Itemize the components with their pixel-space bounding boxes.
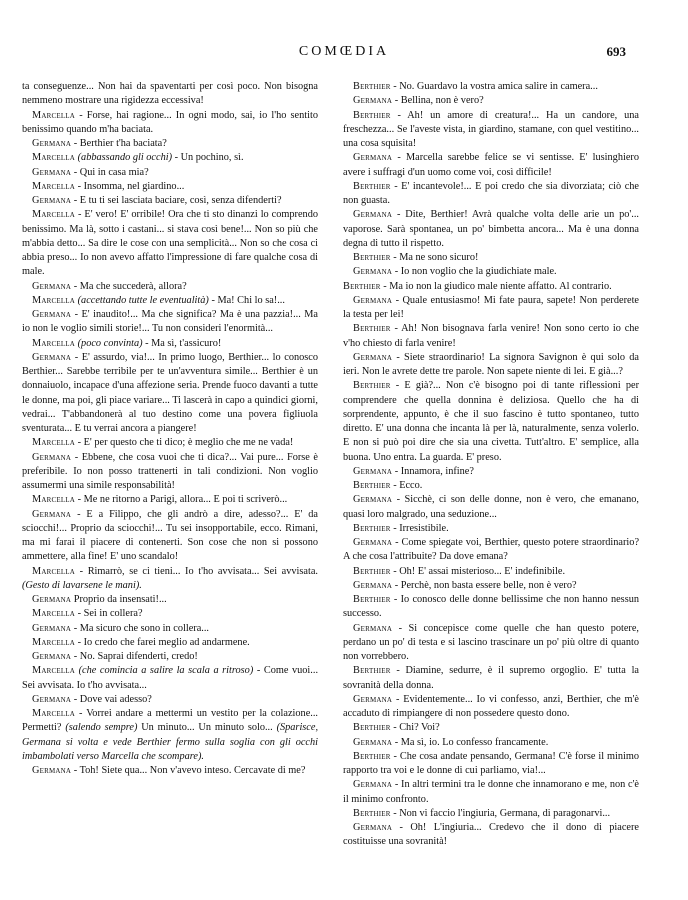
- dialogue-line: [343, 280, 639, 294]
- dialogue-line: [343, 664, 639, 693]
- dialogue-line: [22, 166, 318, 180]
- speaker-name: Marcella: [32, 294, 76, 306]
- line-text: Proprio da insensati!...: [73, 594, 167, 605]
- speaker-name: Berthier: [353, 565, 391, 577]
- speaker-name: Germana: [32, 651, 72, 662]
- dialogue-line: [22, 294, 318, 308]
- line-text: - Perchè, non basta essere belle, non è vero?: [394, 579, 577, 591]
- line-text: - Irresistibile.: [393, 522, 449, 534]
- dialogue-line: [343, 821, 639, 850]
- page-header: [0, 44, 688, 64]
- dialogue-line: [22, 607, 318, 621]
- line-text: - Ma io non la giudico male niente affatto. Al contrario.: [383, 280, 612, 292]
- line-text: - Dove vai adesso?: [73, 693, 152, 705]
- speaker-name: Berthier: [353, 665, 391, 677]
- journal-title: COMŒDIA: [298, 44, 390, 59]
- speaker-name: Germana: [32, 693, 72, 705]
- speaker-name: Germana: [353, 494, 393, 506]
- speaker-name: Berthier: [353, 480, 391, 491]
- speaker-name: Germana: [353, 95, 393, 107]
- dialogue-line: [22, 636, 318, 650]
- line-text: - Io non voglio che la giudichiate male.: [394, 266, 557, 278]
- line-text: - Si concepisce come quelle che han questo potere, perdano un po' di testa e si lascino trascinare un po' più oltre di quanto non vorrebbero.: [343, 622, 640, 662]
- dialogue-line: [343, 522, 639, 536]
- stage-direction: (Sparisce, Germana si volta e vede Berthier fermo sulla soglia con gli occhi imbambolati verso Marcella che scompare).: [22, 722, 319, 762]
- line-text: - In altri termini tra le donne che innamorano e me, non c'è il minimo confronto.: [343, 779, 640, 805]
- speaker-name: Marcella: [32, 180, 76, 192]
- dialogue-line: [343, 736, 639, 750]
- dialogue-line: [343, 251, 639, 265]
- line-text: - E' assurdo, via!... In primo luogo, Berthier... lo conosco Berthier... Sarebbe terribile per te un'avventura simile... Berthier è un donnaiuolo, incapace d'una affezione seria. Prende fuoco davanti a tutte le donne, ma poi, gli piace variare... Ti lascerà in capo a quindici giorni, vedrai... T'abbandonerà al tuo destino come una povera figliuola sventurata... E tu verrai ancora a piangere!: [22, 351, 319, 434]
- dialogue-line: [22, 194, 318, 208]
- line-text: - Forse, hai ragione... In ogni modo, sai, io l'ho sentito benissimo quando m'ha baciata.: [22, 109, 318, 135]
- speaker-name: Berthier: [353, 722, 391, 734]
- line-text: - Oh! E' assai misterioso... E' indefinibile.: [393, 565, 566, 577]
- line-text: - Me ne ritorno a Parigi, allora... E poi ti scriverò...: [77, 494, 288, 506]
- speaker-name: Berthier: [353, 252, 391, 263]
- line-text: - Che cosa andate pensando, Germana! C'è forse il minimo rapporto tra voi e le donne di cui parliamo, via!...: [343, 750, 639, 776]
- stage-direction: (accettando tutte le eventualità): [77, 294, 209, 306]
- line-text: - Ah! Non bisognava farla venire! Non sono certo io che v'ho chiesto di farla venire!: [343, 323, 640, 349]
- speaker-name: Germana: [353, 266, 393, 278]
- dialogue-line: [343, 294, 639, 323]
- dialogue-line: [22, 693, 318, 707]
- speaker-name: Germana: [353, 579, 393, 591]
- dialogue-line: [343, 80, 639, 94]
- dialogue-line: [22, 451, 318, 494]
- line-text: - Ma ne sono sicuro!: [393, 252, 479, 263]
- line-text: - Insomma, nel giardino...: [77, 180, 185, 192]
- line-text: - Toh! Siete qua... Non v'avevo inteso. Cercavate di me?: [73, 765, 306, 776]
- line-text: - Diamine, sedurre, è il supremo orgoglio. E' tutta la sovranità della donna.: [343, 665, 639, 691]
- stage-direction: (abbassando gli occhi): [77, 152, 173, 164]
- line-text: - Come spiegate voi, Berthier, questo potere straordinario? A che cosa l'attribuite? Da dove emana?: [343, 537, 640, 563]
- speaker-name: Germana: [32, 508, 72, 520]
- line-text: - Sicchè, ci son delle donne, non è vero, che emanano, quasi loro malgrado, una seduzione...: [343, 494, 639, 520]
- speaker-name: Germana: [32, 622, 72, 634]
- dialogue-line: [343, 778, 639, 807]
- dialogue-line: [22, 80, 318, 109]
- speaker-name: Germana: [353, 152, 393, 164]
- dialogue-line: [343, 351, 639, 380]
- line-text: - Innamora, infine?: [394, 465, 474, 477]
- dialogue-line: [343, 622, 639, 665]
- dialogue-line: [343, 479, 639, 493]
- dialogue-line: [343, 465, 639, 479]
- speaker-name: Berthier: [353, 81, 391, 92]
- line-text: Un minuto... Un minuto solo...: [141, 722, 273, 734]
- line-text: - Io conosco delle donne bellissime che non hanno nessun successo.: [343, 594, 639, 620]
- dialogue-line: [22, 508, 318, 565]
- speaker-name: Germana: [32, 594, 72, 605]
- speaker-name: Germana: [353, 294, 393, 306]
- speaker-name: Berthier: [353, 807, 391, 819]
- line-text: ta conseguenze... Non hai da spaventarti per così poco. Non bisogna nemmeno mostrare una rigidezza eccessiva!: [22, 81, 318, 107]
- dialogue-line: [343, 180, 639, 209]
- speaker-name: Berthier: [353, 750, 391, 762]
- line-text: - Io credo che farei meglio ad andarmene.: [77, 636, 250, 648]
- dialogue-line: [343, 750, 639, 779]
- line-text: - Marcella sarebbe felice se vi sentisse. E' lusinghiero avere i suffragi d'un uomo come voi, così difficile!: [343, 152, 639, 178]
- speaker-name: Marcella: [32, 636, 76, 648]
- dialogue-line: [22, 650, 318, 664]
- speaker-name: Germana: [353, 736, 393, 748]
- line-text: - Come vuoi... Sei avvisata. Io t'ho avvisata...: [22, 665, 319, 691]
- speaker-name: Germana: [32, 309, 72, 320]
- speaker-name: Marcella: [32, 152, 76, 164]
- line-text: - Quale entusiasmo! Mi fate paura, sapete! Non perderete la testa per lei!: [343, 294, 639, 320]
- dialogue-line: [22, 337, 318, 351]
- speaker-name: Marcella: [32, 608, 76, 620]
- line-text: - Sei in collera?: [77, 608, 143, 620]
- line-text: - Rimarrò, se ci tieni... Io t'ho avvisata... Sei avvisata.: [79, 565, 318, 577]
- line-text: - E' incantevole!... E poi credo che sia divorziata; ciò che non guasta.: [343, 180, 639, 206]
- dialogue-line: [22, 208, 318, 279]
- speaker-name: Marcella: [32, 708, 76, 719]
- right-column: [343, 80, 639, 850]
- speaker-name: Berthier: [353, 380, 391, 392]
- line-text: - Qui in casa mia?: [73, 166, 149, 178]
- speaker-name: Germana: [32, 195, 72, 206]
- dialogue-line: [22, 565, 318, 594]
- stage-direction: (che comincia a salire la scala a ritroso): [78, 665, 254, 677]
- dialogue-line: [22, 280, 318, 294]
- line-text: - E già?... Non c'è bisogno poi di tante riflessioni per comprendere che quella donnina è deliziosa. Quello che ha di sorprendente, appunto, è che il suo fascino è tutto spontaneo, tutto diretto. E' una donna che incanta là per là, naturalmente, senza volerlo. E non si può poi dire che sia una civetta. Tutt'altro. E' semplice, alla buona. Uno entra. La guarda. E' preso.: [343, 380, 639, 463]
- speaker-name: Germana: [32, 351, 72, 363]
- dialogue-line: [343, 379, 639, 465]
- speaker-name: Germana: [353, 465, 393, 477]
- dialogue-line: [22, 664, 318, 693]
- dialogue-line: [343, 208, 639, 251]
- page-number: 693: [606, 44, 626, 59]
- speaker-name: Marcella: [32, 109, 76, 121]
- dialogue-line: [343, 265, 639, 279]
- line-text: - E' vero! E' orribile! Ora che ti sto dinanzi lo comprendo benissimo. Ma là, sotto i castani... si stava così bene!... Non so più che m'abbia detto... Sa dire le cose con una semplicità... Non so che cosa ci abbia preso... Io non avevo affatto l'impressione di fare qualche cosa di male.: [22, 209, 318, 278]
- line-text: - Evidentemente... Io vi confesso, anzi, Berthier, che m'è accaduto di rimpiangere di non possedere questo dono.: [343, 693, 639, 719]
- speaker-name: Germana: [32, 138, 72, 149]
- line-text: - Ebbene, che cosa vuoi che ti dica?... Vai pure... Forse è preferibile. Io non posso trattenerti in tali condizioni. Non voglio assumermi una simile responsabilità!: [22, 451, 318, 491]
- speaker-name: Berthier: [353, 594, 391, 605]
- line-text: - Non vi faccio l'ingiuria, Germana, di paragonarvi...: [393, 807, 611, 819]
- line-text: - No. Saprai difenderti, credo!: [73, 651, 198, 662]
- line-text: - Bellina, non è vero?: [394, 95, 484, 107]
- dialogue-line: [22, 764, 318, 778]
- dialogue-line: [22, 436, 318, 450]
- dialogue-line: [343, 94, 639, 108]
- dialogue-line: [22, 109, 318, 138]
- speaker-name: Berthier: [353, 109, 391, 121]
- speaker-name: Germana: [353, 622, 393, 634]
- dialogue-line: [343, 807, 639, 821]
- line-text: - Dite, Berthier! Avrà qualche volta delle arie un po'... vaporose. Sarà spontanea, un po' bimbetta ancora... Ma è una donna degna di tutto il rispetto.: [343, 209, 639, 249]
- line-text: - Vorrei andare a mettermi un vestito per la colazione... Permetti?: [22, 708, 318, 734]
- dialogue-line: [22, 493, 318, 507]
- speaker-name: Marcella: [32, 437, 76, 449]
- line-text: - Ma che succederà, allora?: [73, 280, 187, 292]
- line-text: - E tu ti sei lasciata baciare, così, senza difenderti?: [73, 195, 282, 206]
- line-text: - Ma sicuro che sono in collera...: [73, 622, 209, 634]
- dialogue-line: [343, 322, 639, 351]
- line-text: - Un pochino, sì.: [174, 152, 244, 164]
- dialogue-line: [22, 151, 318, 165]
- line-text: - Ma! Chi lo sa!...: [211, 294, 285, 306]
- speaker-name: Marcella: [32, 337, 76, 349]
- line-text: - Siete straordinario! La signora Savignon è qui solo da ieri. Non le avrete dette tre parole. Non sapete niente di lei. E già...?: [343, 351, 639, 377]
- dialogue-line: [343, 536, 639, 565]
- speaker-name: Germana: [353, 693, 393, 705]
- line-text: - E a Filippo, che gli andrò a dire, adesso?... E' da sciocchi!... Proprio da sciocchi!... Tu sei insopportabile, ecco. Rimani, ma mi farai il piacere di contenerti. Son cose che non si possono ammettere, alla fine! E' uno scandalo!: [22, 508, 318, 563]
- line-text: - Ma sì, io. Lo confesso francamente.: [394, 736, 549, 748]
- speaker-name: Germana: [32, 765, 72, 776]
- dialogue-line: [22, 137, 318, 151]
- dialogue-line: [343, 721, 639, 735]
- speaker-name: Berthier: [353, 323, 391, 335]
- speaker-name: Germana: [353, 351, 393, 363]
- line-text: - Ah! un amore di creatura!... Ha un candore, una freschezza... Se l'aveste vista, in giardino, stamane, con quel vestitino... una cosa squisita!: [343, 109, 639, 149]
- speaker-name: Germana: [32, 166, 72, 178]
- dialogue-line: [343, 579, 639, 593]
- stage-direction: (poco convinta): [77, 337, 143, 349]
- line-text: - Ma sì, t'assicuro!: [145, 337, 222, 349]
- speaker-name: Germana: [353, 779, 393, 791]
- line-text: - Ecco.: [393, 480, 423, 491]
- speaker-name: Marcella: [32, 665, 76, 677]
- line-text: - E' per questo che ti dico; è meglio che me ne vada!: [77, 437, 294, 449]
- dialogue-line: [343, 593, 639, 622]
- speaker-name: Germana: [32, 280, 72, 292]
- speaker-name: Germana: [353, 209, 393, 221]
- stage-direction: (Gesto di lavarsene le mani).: [22, 579, 142, 591]
- speaker-name: Berthier: [353, 180, 391, 192]
- dialogue-line: [22, 622, 318, 636]
- dialogue-line: [343, 693, 639, 722]
- dialogue-line: [22, 180, 318, 194]
- line-text: - Chi? Voi?: [393, 722, 440, 734]
- dialogue-line: [22, 707, 318, 764]
- dialogue-line: [343, 565, 639, 579]
- line-text: - E' inaudito!... Ma che significa? Ma è una pazzia!... Ma io non le voglio simili storie!... Tu non consideri l'enormità...: [22, 309, 318, 335]
- speaker-name: Germana: [32, 451, 72, 463]
- dialogue-line: [22, 351, 318, 437]
- speaker-name: Berthier: [353, 522, 391, 534]
- line-text: - No. Guardavo la vostra amica salire in camera...: [393, 81, 598, 92]
- speaker-name: Germana: [353, 537, 393, 548]
- dialogue-line: [22, 593, 318, 607]
- speaker-name: Marcella: [32, 494, 76, 506]
- speaker-name: Marcella: [32, 565, 76, 577]
- line-text: - Oh! L'ingiuria... Credevo che il dono di piacere costituisse una sovranità!: [343, 822, 639, 848]
- dialogue-line: [343, 109, 639, 152]
- left-column: [22, 80, 318, 778]
- stage-direction: (salendo sempre): [65, 722, 138, 734]
- speaker-name: Germana: [353, 822, 393, 833]
- line-text: - Berthier t'ha baciata?: [73, 138, 167, 149]
- dialogue-line: [343, 493, 639, 522]
- speaker-name: Berthier: [343, 280, 381, 292]
- dialogue-line: [343, 151, 639, 180]
- speaker-name: Marcella: [32, 209, 76, 221]
- dialogue-line: [22, 308, 318, 337]
